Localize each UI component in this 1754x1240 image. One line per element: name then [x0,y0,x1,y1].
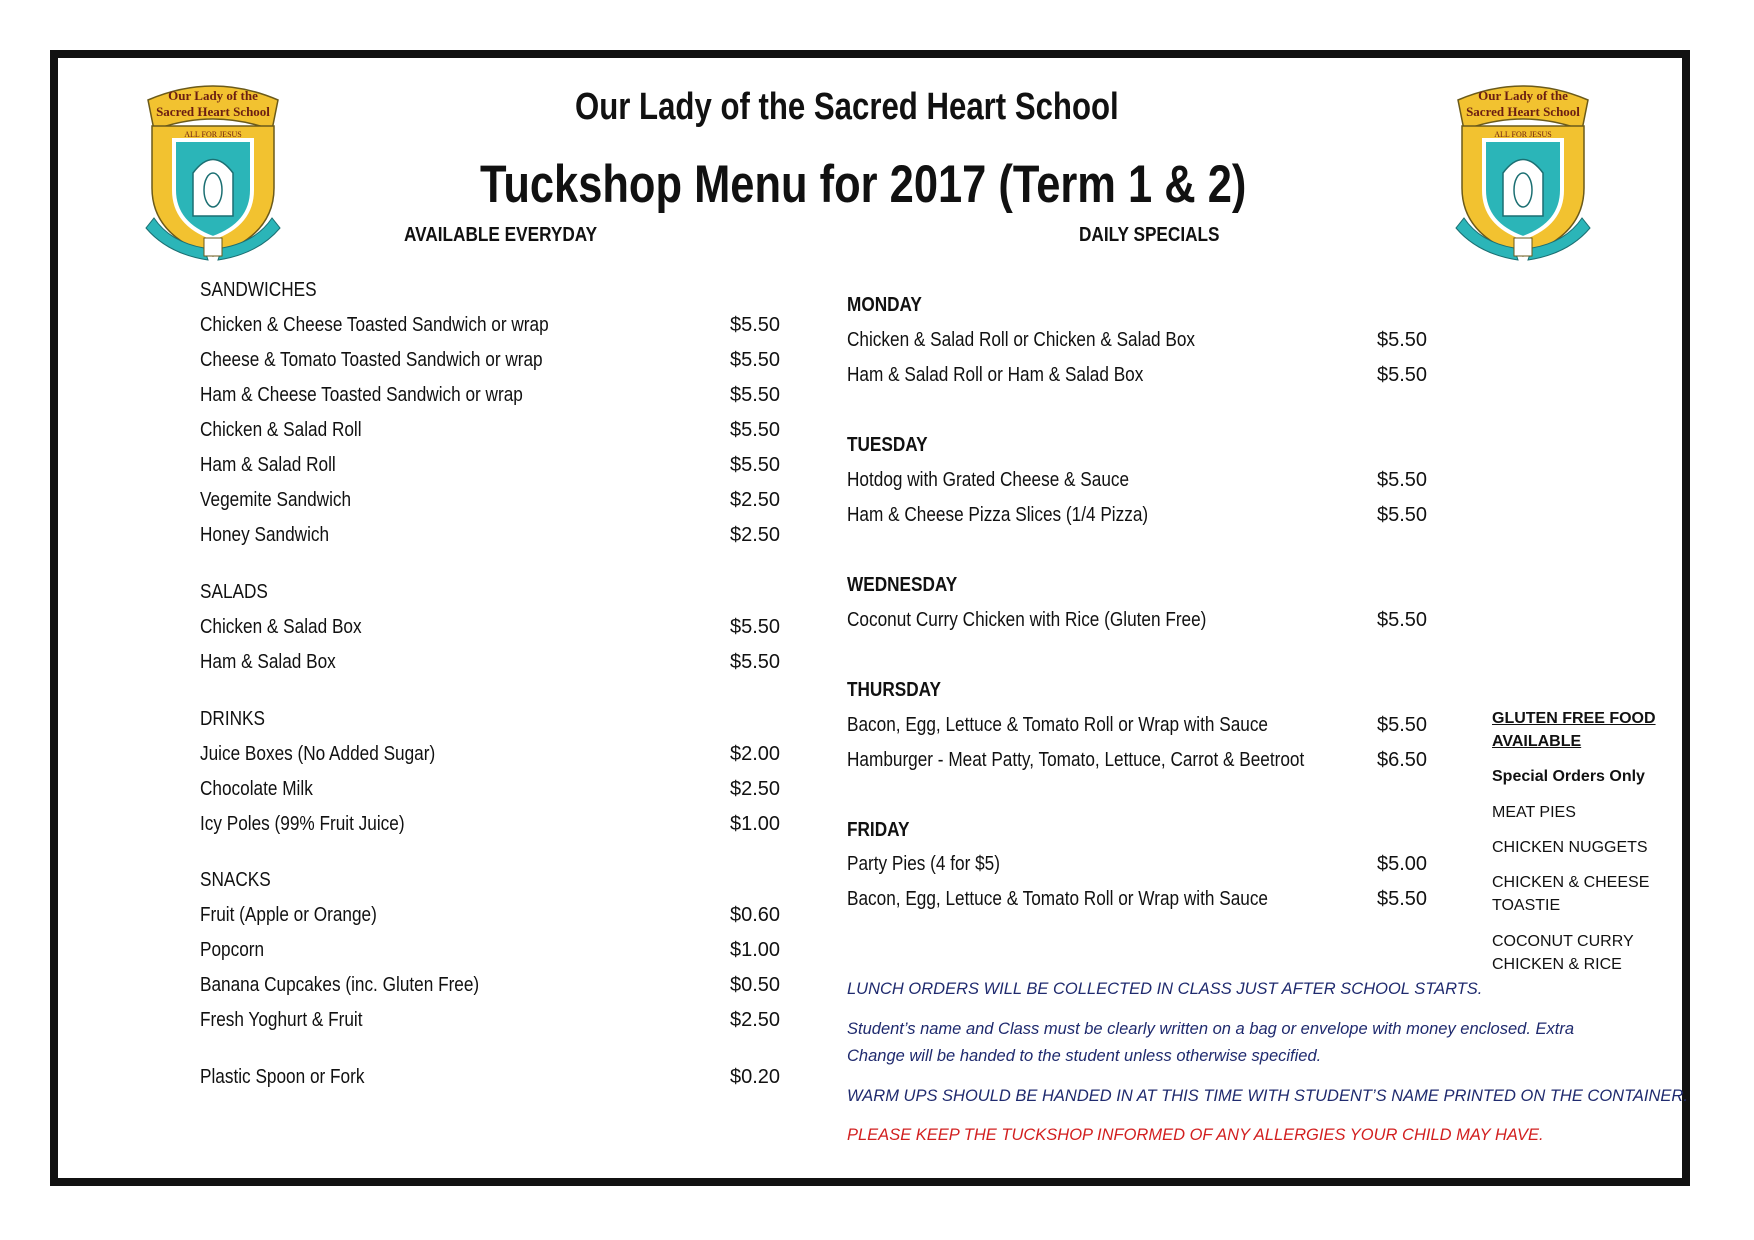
day-thursday: THURSDAY [847,679,941,701]
crest-dove [204,173,222,207]
available-everyday-heading: AVAILABLE EVERYDAY [404,224,598,246]
special-orders-note: Special Orders Only [1492,768,1645,785]
crest-top-text: Our Lady of the [1478,88,1568,103]
crest-motto: ALL FOR JESUS [1494,130,1552,139]
menu-price: $0.20 [730,1066,781,1088]
gluten-free-heading: GLUTEN FREE FOOD [1492,710,1656,727]
menu-price: $2.00 [730,743,781,765]
crest-cross [204,238,222,256]
menu-price: $5.50 [730,314,781,336]
special-price: $5.50 [1377,714,1428,736]
menu-price: $0.50 [730,974,781,996]
menu-item: Chicken & Salad Box [200,616,362,638]
menu-item: Chocolate Milk [200,778,313,800]
gluten-free-item: CHICKEN NUGGETS [1492,839,1648,856]
special-item: Hotdog with Grated Cheese & Sauce [847,469,1130,491]
gluten-free-item: TOASTIE [1492,897,1561,914]
note-lunch-orders: LUNCH ORDERS WILL BE COLLECTED IN CLASS JUST AFTER SCHOOL STARTS. [847,980,1483,998]
crest-top-text-2: Sacred Heart School [156,104,270,119]
special-item: Hamburger - Meat Patty, Tomato, Lettuce, Carrot & Beetroot [847,749,1305,771]
menu-price: $5.50 [730,454,781,476]
special-price: $5.00 [1377,853,1428,875]
special-price: $6.50 [1377,749,1428,771]
special-item: Party Pies (4 for $5) [847,853,1000,875]
section-drinks: DRINKS [200,708,265,730]
day-wednesday: WEDNESDAY [847,574,958,596]
menu-price: $5.50 [730,651,781,673]
menu-item: Ham & Salad Box [200,651,336,673]
note-warm-ups: WARM UPS SHOULD BE HANDED IN AT THIS TIME WITH STUDENT’S NAME PRINTED ON THE CONTAINER. [847,1087,1688,1105]
school-name: Our Lady of the Sacred Heart School [575,86,1119,128]
gluten-free-item: CHICKEN & CHEESE [1492,874,1650,891]
section-salads: SALADS [200,581,268,603]
gluten-free-heading-2: AVAILABLE [1492,733,1582,750]
menu-item: Banana Cupcakes (inc. Gluten Free) [200,974,480,996]
crest-cross [1514,238,1532,256]
menu-price: $1.00 [730,813,781,835]
special-item: Ham & Salad Roll or Ham & Salad Box [847,364,1144,386]
menu-item: Icy Poles (99% Fruit Juice) [200,813,405,835]
school-crest-left [138,78,288,268]
menu-item: Juice Boxes (No Added Sugar) [200,743,436,765]
menu-item: Chicken & Salad Roll [200,419,362,441]
special-price: $5.50 [1377,364,1428,386]
crest-dove [1514,173,1532,207]
menu-item: Ham & Salad Roll [200,454,336,476]
menu-price: $2.50 [730,489,781,511]
special-item: Bacon, Egg, Lettuce & Tomato Roll or Wrap with Sauce [847,714,1268,736]
gluten-free-item: CHICKEN & RICE [1492,956,1622,973]
menu-item-spoon-fork: Plastic Spoon or Fork [200,1066,365,1088]
day-monday: MONDAY [847,294,922,316]
note-allergies: PLEASE KEEP THE TUCKSHOP INFORMED OF ANY ALLERGIES YOUR CHILD MAY HAVE. [847,1126,1544,1144]
menu-item: Fresh Yoghurt & Fruit [200,1009,363,1031]
section-sandwiches: SANDWICHES [200,279,317,301]
menu-item: Cheese & Tomato Toasted Sandwich or wrap [200,349,543,371]
section-snacks: SNACKS [200,869,271,891]
special-price: $5.50 [1377,469,1428,491]
menu-price: $0.60 [730,904,781,926]
special-price: $5.50 [1377,504,1428,526]
day-tuesday: TUESDAY [847,434,928,456]
menu-price: $5.50 [730,349,781,371]
daily-specials-heading: DAILY SPECIALS [1079,224,1220,246]
school-crest-right [1448,78,1598,268]
menu-item: Ham & Cheese Toasted Sandwich or wrap [200,384,523,406]
special-price: $5.50 [1377,609,1428,631]
menu-price: $2.50 [730,778,781,800]
note-student-name: Student’s name and Class must be clearly written on a bag or envelope with money enclosed. Extra [847,1020,1575,1038]
crest-top-text: Our Lady of the [168,88,258,103]
menu-price: $2.50 [730,524,781,546]
special-item: Bacon, Egg, Lettuce & Tomato Roll or Wrap with Sauce [847,888,1268,910]
menu-item: Popcorn [200,939,265,961]
menu-price: $5.50 [730,616,781,638]
special-price: $5.50 [1377,888,1428,910]
menu-price: $5.50 [730,419,781,441]
special-item: Chicken & Salad Roll or Chicken & Salad Box [847,329,1196,351]
menu-item: Honey Sandwich [200,524,330,546]
menu-price: $2.50 [730,1009,781,1031]
day-friday: FRIDAY [847,819,910,841]
note-change: Change will be handed to the student unless otherwise specified. [847,1047,1322,1065]
menu-price: $5.50 [730,384,781,406]
gluten-free-item: COCONUT CURRY [1492,933,1634,950]
special-item: Ham & Cheese Pizza Slices (1/4 Pizza) [847,504,1149,526]
menu-item: Chicken & Cheese Toasted Sandwich or wrap [200,314,549,336]
special-price: $5.50 [1377,329,1428,351]
menu-title: Tuckshop Menu for 2017 (Term 1 & 2) [480,155,1247,214]
special-item: Coconut Curry Chicken with Rice (Gluten Free) [847,609,1207,631]
menu-item: Fruit (Apple or Orange) [200,904,377,926]
gluten-free-item: MEAT PIES [1492,804,1576,821]
crest-top-text-2: Sacred Heart School [1466,104,1580,119]
menu-item: Vegemite Sandwich [200,489,352,511]
menu-price: $1.00 [730,939,781,961]
crest-motto: ALL FOR JESUS [184,130,242,139]
